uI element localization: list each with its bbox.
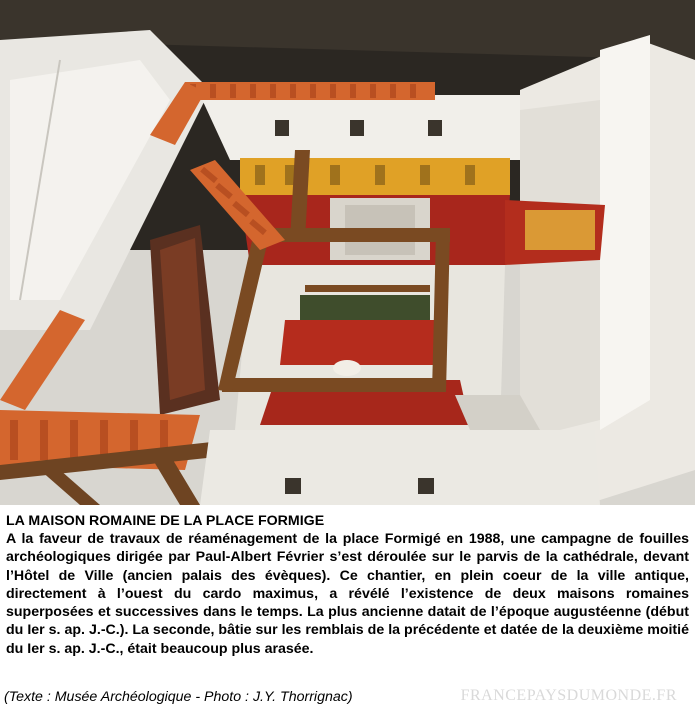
article-body: A la faveur de travaux de réaménagement de la place Formigé en 1988, une campagne de fouilles archéologiques dirigée par Paul-Albert Février s’est déroulée sur le parvis de la cathédrale, devant l’Hôtel de Ville (ancien palais des évèques). Ce chantier, en plein coeur de la ville antique, directement à l’ouest du cardo maximus, a révélé l’existence de deux maisons romaines superposées et successives dans le temps. La plus ancienne datait de l’époque augustéenne (début du Ier s. ap. J.-C.). La seconde, bâtie sur les remblais de la précédente et datée de la deuxième moitié du Ier s. ap. J.-C., était beaucoup plus arasée. — [6, 531, 689, 657]
article-text — [6, 512, 689, 658]
site-watermark: FRANCEPAYSDUMONDE.FR — [460, 687, 677, 704]
caption-row — [4, 686, 689, 710]
front-wall — [200, 430, 600, 505]
fresco-wall — [240, 158, 510, 265]
article-heading: LA MAISON ROMAINE DE LA PLACE FORMIGE — [6, 513, 325, 529]
photo-credit: (Texte : Musée Archéologique - Photo : J.Y. Thorrignac) — [4, 689, 353, 705]
